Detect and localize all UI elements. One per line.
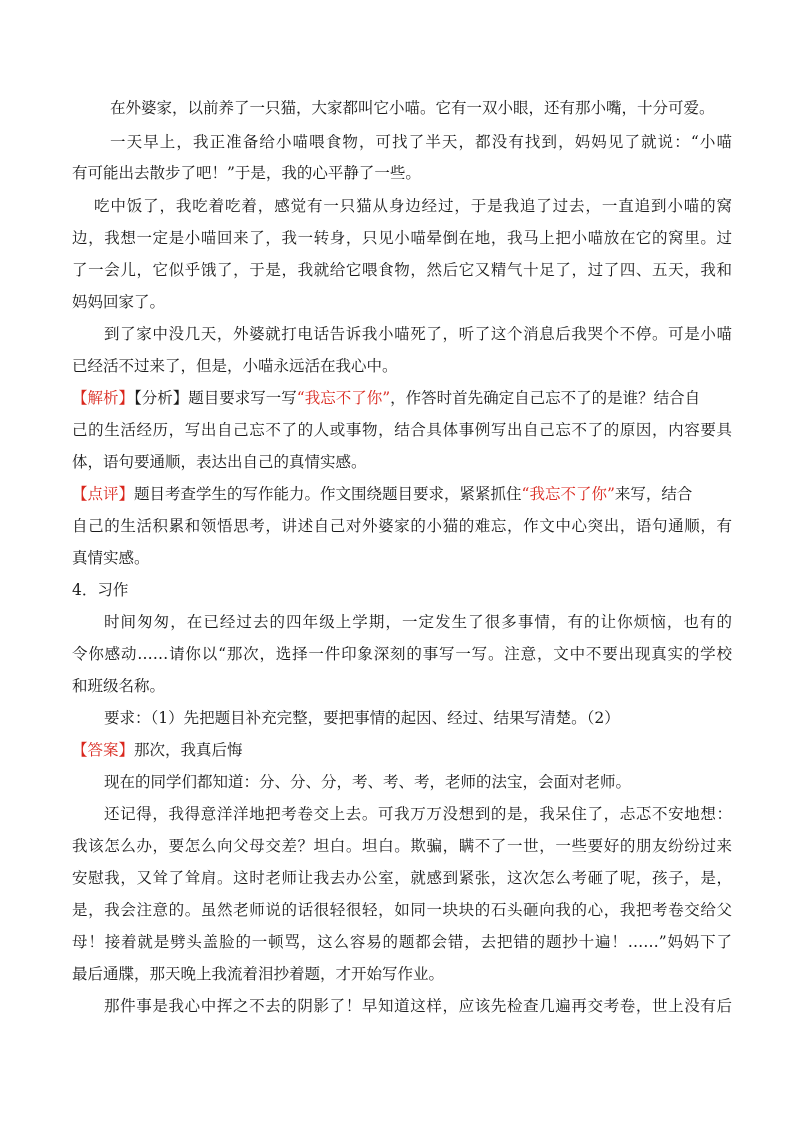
- answer-paragraph-2-line-5: 母！接着就是劈头盖脸的一顿骂，这么容易的题都会错，去把错的题抄十遍！……”妈妈下了: [72, 933, 732, 951]
- analysis-quoted-title: “我忘不了你”: [296, 389, 391, 407]
- essay1-paragraph-4-line-1: 到了家中没几天，外婆就打电话告诉我小喵死了，听了这个消息后我哭个不停。可是小喵: [104, 325, 732, 343]
- essay1-paragraph-3-line-3: 了一会儿，它似乎饿了，于是，我就给它喂食物，然后它又精气十足了，过了四、五天，我和: [72, 261, 732, 279]
- comment-text-a: 题目考查学生的写作能力。作文围绕题目要求，紧紧抓住: [134, 485, 522, 503]
- question-4-requirement: 要求：（1）先把题目补充完整，要把事情的起因、经过、结果写清楚。（2）: [104, 709, 620, 727]
- answer-paragraph-3-line-1: 那件事是我心中挥之不去的阴影了！早知道这样，应该先检查几遍再交考卷，世上没有后: [104, 997, 732, 1015]
- question-4-line-3: 和班级名称。: [72, 677, 166, 695]
- essay1-paragraph-1: 在外婆家，以前养了一只猫，大家都叫它小喵。它有一双小眼，还有那小嘴，十分可爱。: [110, 99, 715, 117]
- comment-line-2: 自己的生活积累和领悟思考，讲述自己对外婆家的小猫的难忘，作文中心突出，语句通顺，有: [72, 517, 732, 535]
- answer-tag: 【答案】: [72, 741, 135, 759]
- analysis-line-2: 己的生活经历，写出自己忘不了的人或事物，结合具体事例写出自己忘不了的原因，内容要具: [72, 421, 732, 439]
- comment-line-3: 真情实感。: [72, 549, 150, 567]
- comment-quoted-title: “我忘不了你”: [521, 485, 615, 503]
- analysis-line-3: 体，语句要通顺，表达出自己的真情实感。: [72, 453, 367, 471]
- essay1-paragraph-3-line-1: 吃中饭了，我吃着吃着，感觉有一只猫从身边经过，于是我追了过去，一直追到小喵的窝: [94, 197, 732, 215]
- question-4-line-1: 时间匆匆，在已经过去的四年级上学期，一定发生了很多事情，有的让你烦恼，也有的: [104, 613, 732, 631]
- answer-paragraph-2-line-4: 是，我会注意的。虽然老师说的话很轻很轻，如同一块块的石头砸向我的心，我把考卷交给父: [72, 901, 732, 919]
- essay1-paragraph-3-line-2: 边，我想一定是小喵回来了，我一转身，只见小喵晕倒在地，我马上把小喵放在它的窝里。过: [72, 229, 732, 247]
- question-4-line-2: 令你感动……请你以“那次，选择一件印象深刻的事写一写。注意，文中不要出现真实的学校: [72, 645, 732, 663]
- answer-paragraph-1: 现在的同学们都知道：分、分、分，考、考、考，老师的法宝，会面对老师。: [104, 773, 632, 791]
- analysis-text-b: ，作答时首先确定自己忘不了的是谁？结合自: [390, 389, 701, 407]
- answer-paragraph-2-line-6: 最后通牒，那天晚上我流着泪抄着题，才开始写作业。: [72, 965, 445, 983]
- analysis-tag: 【解析】: [72, 389, 135, 407]
- analysis-text-a: 【分析】题目要求写一写: [134, 389, 297, 407]
- essay1-paragraph-4-line-2: 已经活不过来了，但是，小喵永远活在我心中。: [72, 357, 398, 375]
- answer-paragraph-2-line-1: 还记得，我得意洋洋地把考卷交上去。可我万万没想到的是，我呆住了，忐忑不安地想：: [104, 805, 732, 823]
- answer-paragraph-2-line-3: 安慰我，又耸了耸肩。这时老师让我去办公室，就感到紧张，这次怎么考砸了呢，孩子，是，: [72, 869, 732, 887]
- comment-tag: 【点评】: [72, 485, 135, 503]
- comment-text-b: 来写，结合: [614, 485, 693, 503]
- essay1-paragraph-3-line-4: 妈妈回家了。: [72, 293, 166, 311]
- essay1-paragraph-2-line-2: 有可能出去散步了吧！”于是，我的心平静了一些。: [72, 164, 421, 182]
- question-4-heading: 4．习作: [72, 581, 129, 599]
- essay1-paragraph-2-line-1: 一天早上，我正准备给小喵喂食物，可找了半天，都没有找到，妈妈见了就说：“小喵: [110, 133, 732, 151]
- analysis-line-1: [72, 388, 732, 408]
- answer-paragraph-2-line-2: 我该怎么办，要怎么向父母交差？坦白。坦白。欺骗，瞒不了一世，一些要好的朋友纷纷过来: [72, 837, 732, 855]
- comment-line-1: [72, 484, 732, 504]
- answer-line: [72, 740, 732, 760]
- answer-title: 那次，我真后悔: [134, 741, 243, 759]
